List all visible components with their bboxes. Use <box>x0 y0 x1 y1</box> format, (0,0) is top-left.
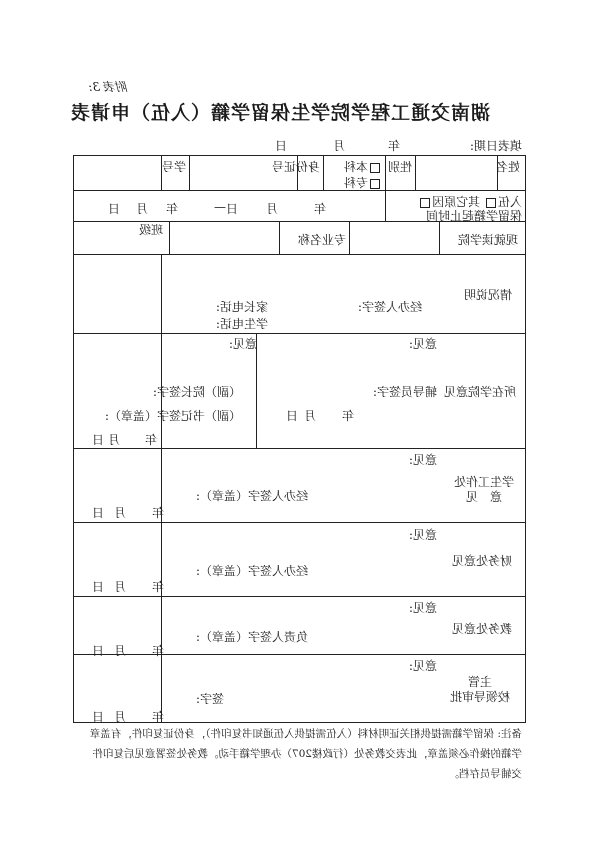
academic-day: 日 <box>91 644 104 658</box>
level-undergrad-option[interactable]: 本科 <box>344 158 382 175</box>
student-affairs-month: 月 <box>113 506 126 520</box>
student-affairs-opinion: 意见: <box>408 453 437 467</box>
fill-date-day: 日 <box>274 139 287 153</box>
note-line: 交辅导员存档。 <box>448 768 522 780</box>
leader-month: 月 <box>113 710 126 724</box>
academic-year: 年 <box>151 644 164 658</box>
student-phone-label: 学生电话: <box>215 317 268 331</box>
reason-options: 入伍 其它原因 <box>418 193 522 210</box>
student-affairs-sign: 经办人签字（盖章）: <box>195 489 308 503</box>
fill-date-label: 填表日期: <box>469 139 522 153</box>
college-left-day: 日 <box>285 409 298 423</box>
college-right-day: 日 <box>91 433 104 447</box>
college-right-month: 月 <box>107 433 120 447</box>
student-affairs-day: 日 <box>91 506 104 520</box>
dean-sign: （副）院长签字: <box>152 385 241 399</box>
student-affairs-label: 学生工作处 意 见 <box>453 475 514 504</box>
leader-sign: 签字: <box>195 692 224 706</box>
finance-year: 年 <box>151 580 164 594</box>
leader-year: 年 <box>151 710 164 724</box>
leader-label: 主管 校领导审批 <box>449 675 510 704</box>
situation-label: 情况说明 <box>463 288 512 302</box>
period-from-month: 月 <box>265 202 278 216</box>
attachment-label: 附表 3: <box>88 80 128 94</box>
parent-phone-label: 家长电话: <box>215 300 268 314</box>
reason-enlist-checkbox[interactable] <box>486 198 496 208</box>
student-affairs-year: 年 <box>151 506 164 520</box>
college-label: 现就读学院 <box>457 233 518 247</box>
finance-month: 月 <box>113 580 126 594</box>
academic-opinion: 意见: <box>408 601 437 615</box>
notes-block <box>90 724 522 784</box>
secretary-sign: （副）书记签字（盖章）: <box>104 409 241 423</box>
counselor-sign: 辅导员签字: <box>372 385 437 399</box>
period-to-year: 年 <box>165 202 178 216</box>
level-college-option[interactable]: 专科 <box>344 174 382 191</box>
college-opinion-right: 意见: <box>228 337 257 351</box>
leader-opinion: 意见: <box>408 659 437 673</box>
college-right-year: 年 <box>144 433 157 447</box>
period-from-day: 日 <box>225 202 238 216</box>
finance-sign: 经办人签字（盖章）: <box>195 564 308 578</box>
leader-day: 日 <box>91 710 104 724</box>
period-to-day: 日 <box>107 202 120 216</box>
academic-sign: 负责人签字（盖章）: <box>195 630 308 644</box>
form-title: 湖南交通工程学院学生保留学籍（入伍）申请表 <box>69 102 490 124</box>
gender-label: 性别 <box>387 160 412 174</box>
situation-handler-sign: 经办人签字: <box>357 300 422 314</box>
level-college-checkbox[interactable] <box>370 179 380 189</box>
period-dash: — <box>214 200 226 214</box>
college-opinion-left: 意见: <box>408 337 437 351</box>
level-undergrad-checkbox[interactable] <box>370 163 380 173</box>
retention-period-label: 保留学籍起止时间 <box>425 209 522 223</box>
id-card-label: 身份证号 <box>271 160 320 174</box>
finance-opinion: 意见: <box>408 528 437 542</box>
note-line: 备注: 保留学籍需提供相关证明材料（入伍需提供入伍通知书复印件），身份证复印件，有盖章 <box>89 728 522 740</box>
reason-other-checkbox[interactable] <box>420 198 430 208</box>
major-label: 专业名称 <box>297 233 346 247</box>
college-left-month: 月 <box>303 409 316 423</box>
finance-label: 财务处意见 <box>451 554 512 568</box>
fill-date-month: 月 <box>332 139 345 153</box>
period-to-month: 月 <box>135 202 148 216</box>
name-label: 姓名 <box>495 160 520 174</box>
academic-month: 月 <box>113 644 126 658</box>
period-from-year: 年 <box>313 202 326 216</box>
note-line: 学籍的操作必须盖章，此表交教务处（行政楼207）办理学籍手动。教务处签署意见后复印件 <box>92 748 522 760</box>
finance-day: 日 <box>91 580 104 594</box>
college-opinion-label: 所在学院意见 <box>443 385 516 399</box>
college-left-year: 年 <box>341 409 354 423</box>
class-label: 班级 <box>138 223 163 237</box>
fill-date-year: 年 <box>387 139 400 153</box>
student-no-label: 学号 <box>161 160 186 174</box>
academic-label: 教务处意见 <box>451 622 512 636</box>
